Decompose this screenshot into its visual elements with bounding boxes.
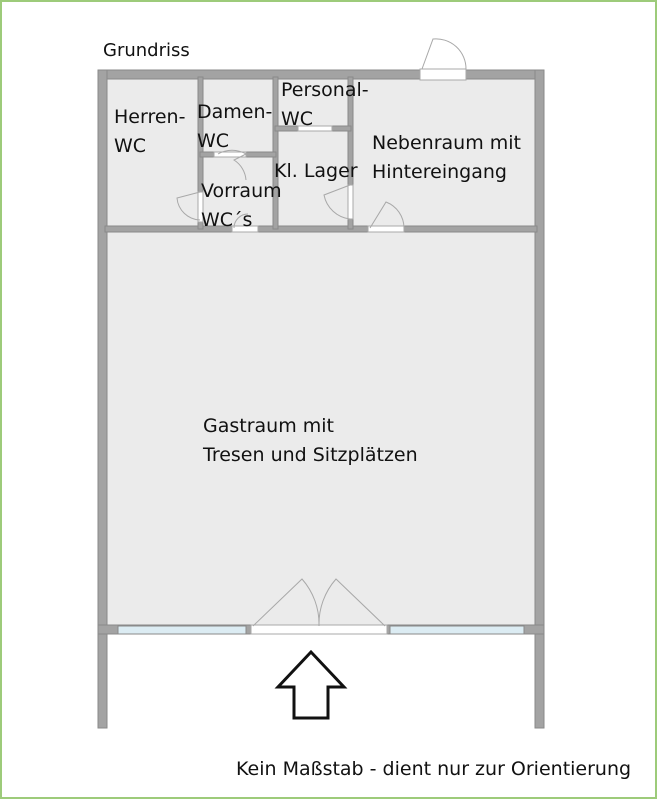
room-personal-wc-line2: WC [281,108,314,130]
floor-plan-drawing [2,2,655,797]
up-arrow-icon [278,652,344,718]
room-herren-wc-line1: Herren- [114,106,186,128]
door-lager-opening [348,185,353,219]
room-damen-wc-line2: WC [197,130,230,152]
back-door-swing [422,39,466,69]
room-personal-wc-line1: Personal- [281,79,369,101]
back-door-opening [420,69,466,80]
room-herren-wc-line2: WC [114,135,147,157]
front-double-door-opening [251,625,387,634]
room-vorraum-line1: Vorraum [201,180,282,202]
front-window-left [118,626,246,634]
room-gastraum-line1: Gastraum mit [203,415,334,437]
wall-service-divider [105,226,537,232]
room-nebenraum-line2: Hintereingang [372,161,507,183]
room-vorraum-line2: WC´s [201,209,253,231]
room-lager-label: Kl. Lager [274,160,358,182]
door-nebenraum-opening [368,226,404,232]
scale-disclaimer: Kein Maßstab - dient nur zur Orientierung [236,758,632,780]
room-damen-wc-line1: Damen- [197,101,273,123]
room-gastraum-line2: Tresen und Sitzplätzen [203,444,418,466]
plan-title: Grundriss [103,40,190,61]
front-window-right [390,626,524,634]
room-nebenraum-line1: Nebenraum mit [372,132,521,154]
